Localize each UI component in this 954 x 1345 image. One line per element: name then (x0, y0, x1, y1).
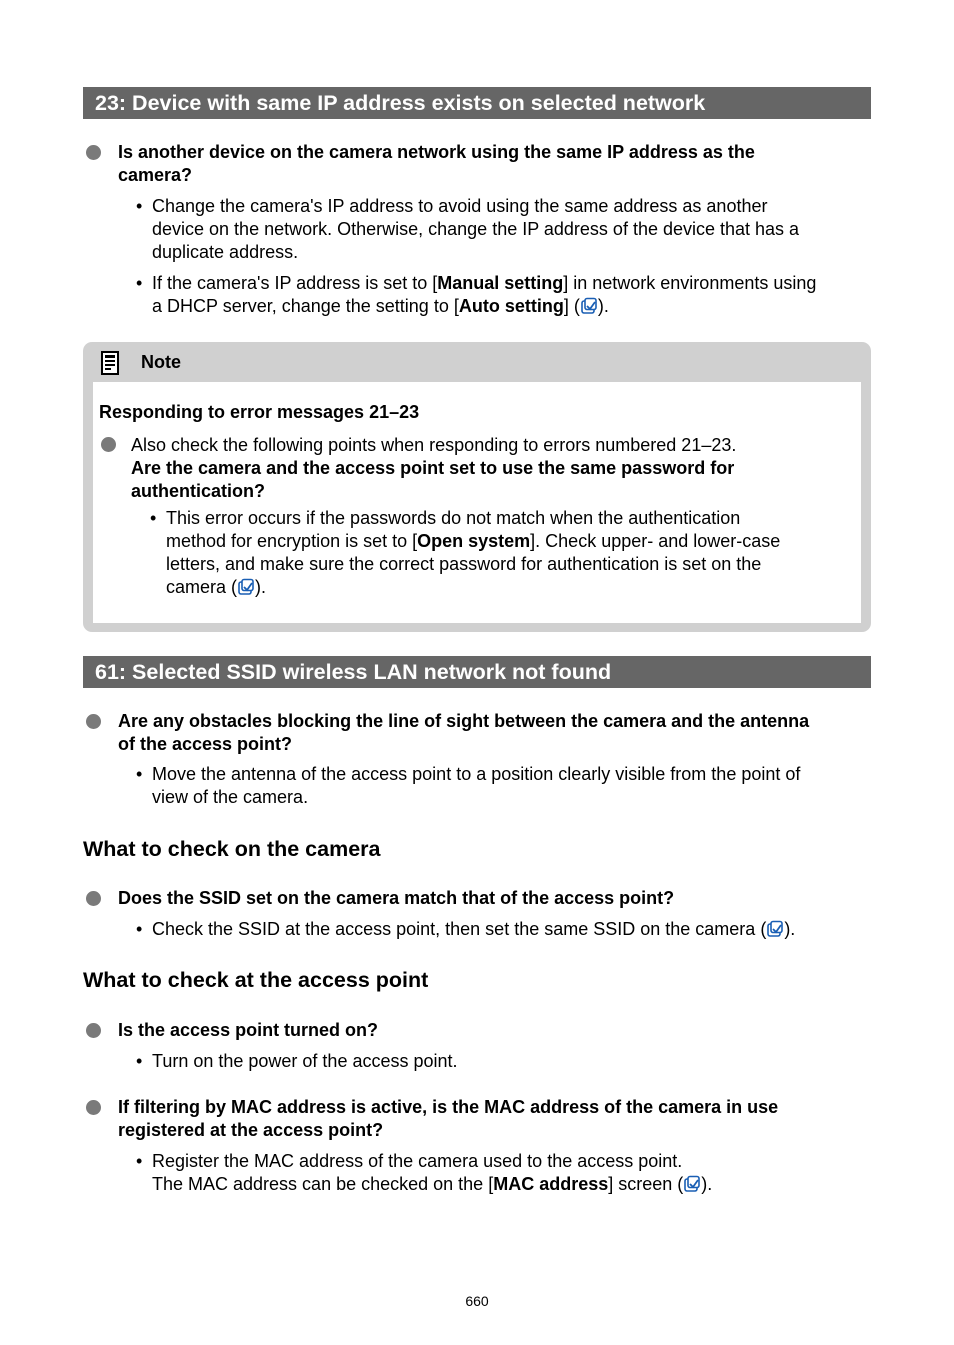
answer-text: Turn on the power of the access point. (152, 1051, 458, 1071)
link-icon[interactable] (683, 1175, 701, 1193)
note-box (83, 342, 871, 632)
question-camera: Does the SSID set on the camera match that of the access point? (118, 888, 675, 908)
setting-name: Auto setting (458, 296, 564, 316)
note-text: ). (255, 577, 267, 597)
answer-text: Check the SSID at the access point, then set the same SSID on the camera ( (152, 919, 767, 939)
answer-item (136, 195, 871, 264)
note-text: camera ( (166, 577, 238, 597)
bullet-mark: • (136, 764, 143, 784)
section-heading-23-text: 23: Device with same IP address exists on selected network (95, 91, 706, 115)
answer-text: ). (701, 1174, 713, 1194)
bullet-mark: • (136, 1051, 143, 1071)
answer-text: ] ( (563, 296, 580, 316)
subheading-camera: What to check on the camera (83, 837, 381, 861)
answer-line: Move the antenna of the access point to a position clearly visible from the point of (152, 764, 801, 784)
answer-item (136, 1050, 871, 1073)
question-bullet (86, 145, 101, 160)
answer-text: a DHCP server, change the setting to [ (152, 296, 459, 316)
section-heading-61-text: 61: Selected SSID wireless LAN network not found (95, 660, 612, 684)
bullet-mark: • (136, 919, 143, 939)
answer-line: device on the network. Otherwise, change the IP address of the device that has a (152, 219, 800, 239)
note-text: letters, and make sure the correct password for authentication is set on the (166, 554, 762, 574)
answer-text: ] in network environments using (563, 273, 817, 293)
bullet-mark: • (150, 508, 157, 528)
question-line: Is another device on the camera network using the same IP address as the (118, 142, 755, 162)
question-bullet (86, 1023, 101, 1038)
answer-text: If the camera's IP address is set to [ (152, 273, 438, 293)
question-line: registered at the access point? (118, 1120, 384, 1140)
note-subheading: Responding to error messages 21–23 (99, 402, 420, 422)
question-bullet (86, 891, 101, 906)
answer-item (136, 272, 871, 318)
question-61 (118, 710, 868, 756)
note-text: method for encryption is set to [ (166, 531, 418, 551)
note-text: This error occurs if the passwords do not match when the authentication (166, 508, 741, 528)
link-icon[interactable] (766, 920, 784, 938)
question-ap-mac (118, 1096, 868, 1142)
note-icon (101, 351, 119, 375)
section-heading-61 (83, 656, 871, 688)
question-bullet (86, 1100, 101, 1115)
bullet-mark: • (136, 196, 143, 216)
page-number: 660 (465, 1293, 489, 1309)
answer-text: ] screen ( (608, 1174, 684, 1194)
bullet-mark: • (136, 1151, 143, 1171)
section-heading-23 (83, 87, 871, 119)
question-line: of the access point? (118, 734, 293, 754)
note-question: authentication? (131, 481, 265, 501)
answer-item (136, 918, 871, 941)
subheading-access-point: What to check at the access point (83, 968, 429, 992)
setting-name: MAC address (493, 1174, 609, 1194)
question-line: If filtering by MAC address is active, is the MAC address of the camera in use (118, 1097, 779, 1117)
question-line: Are any obstacles blocking the line of sight between the camera and the antenna (118, 711, 810, 731)
setting-name: Open system (417, 531, 531, 551)
question-23 (118, 141, 868, 187)
link-icon[interactable] (580, 297, 598, 315)
bullet-mark: • (136, 273, 143, 293)
answer-item (136, 763, 871, 809)
answer-text: ). (784, 919, 796, 939)
answer-text: The MAC address can be checked on the [ (152, 1174, 494, 1194)
answer-item (136, 1150, 871, 1196)
question-line: camera? (118, 165, 193, 185)
note-text: Also check the following points when responding to errors numbered 21–23. (131, 435, 737, 455)
question-bullet (86, 714, 101, 729)
setting-name: Manual setting (437, 273, 564, 293)
answer-text: ). (597, 296, 609, 316)
answer-line: Change the camera's IP address to avoid using the same address as another (152, 196, 768, 216)
note-title: Note (141, 352, 181, 372)
note-point (131, 434, 851, 503)
note-answer-item (150, 507, 850, 599)
note-text: ]. Check upper- and lower-case (530, 531, 781, 551)
note-question: Are the camera and the access point set to use the same password for (131, 458, 735, 478)
answer-line: duplicate address. (152, 242, 299, 262)
question-ap-power: Is the access point turned on? (118, 1020, 379, 1040)
note-bullet (101, 437, 116, 452)
answer-line: view of the camera. (152, 787, 309, 807)
note-body (93, 382, 861, 623)
link-icon[interactable] (237, 578, 255, 596)
answer-text: Register the MAC address of the camera used to the access point. (152, 1151, 683, 1171)
